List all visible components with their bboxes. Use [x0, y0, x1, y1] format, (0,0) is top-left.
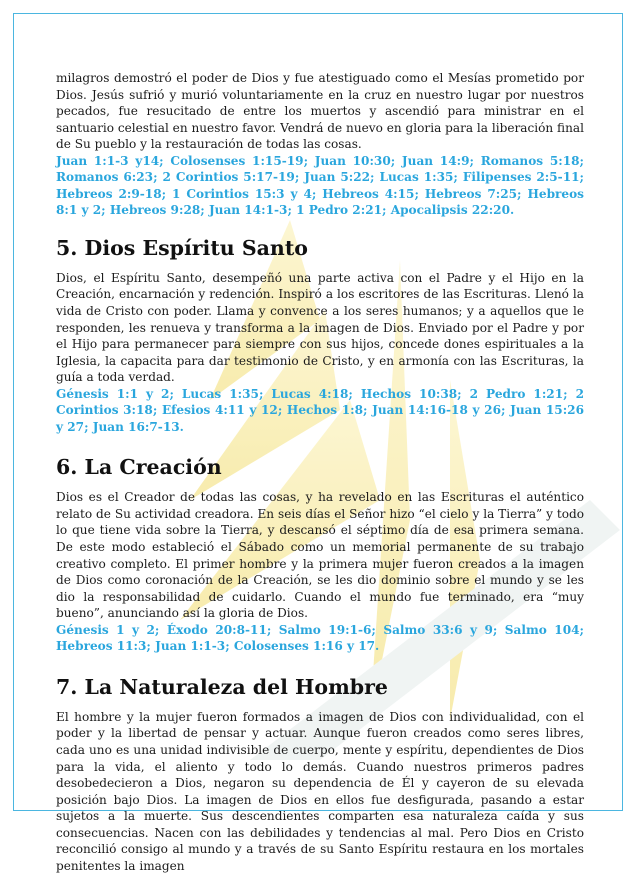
- page-content: [56, 70, 584, 874]
- section-heading-creacion: 6. La Creación: [56, 455, 222, 480]
- section-paragraph: Dios, el Espíritu Santo, desempeñó una parte activa con el Padre y el Hijo en la Creación, encarnación y redención. Inspiró a los escritores de las Escrituras. Llenó la vida de Cristo con poder. Llama y convence a los seres humanos; y a aquellos que le responden, les renueva y transforma a la imagen de Dios. Enviado por el Padre y por el Hijo para permanecer para siempre con sus hijos, concede dones espirituales a la Iglesia, la capacita para dar testimonio de Cristo, y en armonía con las Escrituras, la guía a toda verdad.: [56, 270, 584, 385]
- section-heading-espiritu-santo: 5. Dios Espíritu Santo: [56, 235, 308, 260]
- intro-references: Juan 1:1-3 y14; Colosenses 1:15-19; Juan 10:30; Juan 14:9; Romanos 5:18; Romanos 6:23; 2 Corintios 5:17-19; Juan 5:22; Lucas 1:35; Filipenses 2:5-11; Hebreos 2:9-18; 1 Corintios 15:3 y 4; Hebreos 4:15; Hebreos 7:25; Hebreos 8:1 y 2; Hebreos 9:28; Juan 14:1-3; 1 Pedro 2:21; Apocalipsis 22:20.: [56, 153, 584, 218]
- section-paragraph: Dios es el Creador de todas las cosas, y ha revelado en las Escrituras el auténtico relato de Su actividad creadora. En seis días el Señor hizo “el cielo y la Tierra” y todo lo que tiene vida sobre la Tierra, y descansó el séptimo día de esa primera semana. De este modo estableció el Sábado como un memorial permanente de su trabajo creativo completo. El primer hombre y la primera mujer fueron creados a la imagen de Dios como coronación de la Creación, se les dio dominio sobre el mundo y se les dio la responsabilidad de cuidarlo. Cuando el mundo fue terminado, era “muy bueno”, anunciando así la gloria de Dios.: [56, 490, 584, 621]
- intro-paragraph: milagros demostró el poder de Dios y fue atestiguado como el Mesías prometido por Dios. Jesús sufrió y murió voluntariamente en la cruz en nuestro lugar por nuestros pecados, fue resucitado de entre los muertos y ascendió para ministrar en el santuario celestial en nuestro favor. Vendrá de nuevo en gloria para la liberación final de Su pueblo y la restauración de todas las cosas.: [56, 71, 584, 152]
- section-heading-naturaleza-hombre: 7. La Naturaleza del Hombre: [56, 674, 388, 699]
- section-references: Génesis 1 y 2; Éxodo 20:8-11; Salmo 19:1-6; Salmo 33:6 y 9; Salmo 104; Hebreos 11:3; Juan 1:1-3; Colosenses 1:16 y 17.: [56, 622, 584, 654]
- section-references: Génesis 1:1 y 2; Lucas 1:35; Lucas 4:18; Hechos 10:38; 2 Pedro 1:21; 2 Corintios 3:18; Efesios 4:11 y 12; Hechos 1:8; Juan 14:16-18 y 26; Juan 15:26 y 27; Juan 16:7-13.: [56, 386, 584, 434]
- section-paragraph: El hombre y la mujer fueron formados a imagen de Dios con individualidad, con el poder y la libertad de pensar y actuar. Aunque fueron creados como seres libres, cada uno es una unidad indivisible de cuerpo, mente y espíritu, dependientes de Dios para la vida, el aliento y todo lo demás. Cuando nuestros primeros padres desobedecieron a Dios, negaron su dependencia de Él y cayeron de su elevada posición bajo Dios. La imagen de Dios en ellos fue desfigurada, pasando a estar sujetos a la muerte. Sus descendientes comparten esa naturaleza caída y sus consecuencias. Nacen con las debilidades y tendencias al mal. Pero Dios en Cristo reconcilió consigo al mundo y a través de su Santo Espíritu restaura en los mortales penitentes la imagen: [56, 709, 584, 873]
